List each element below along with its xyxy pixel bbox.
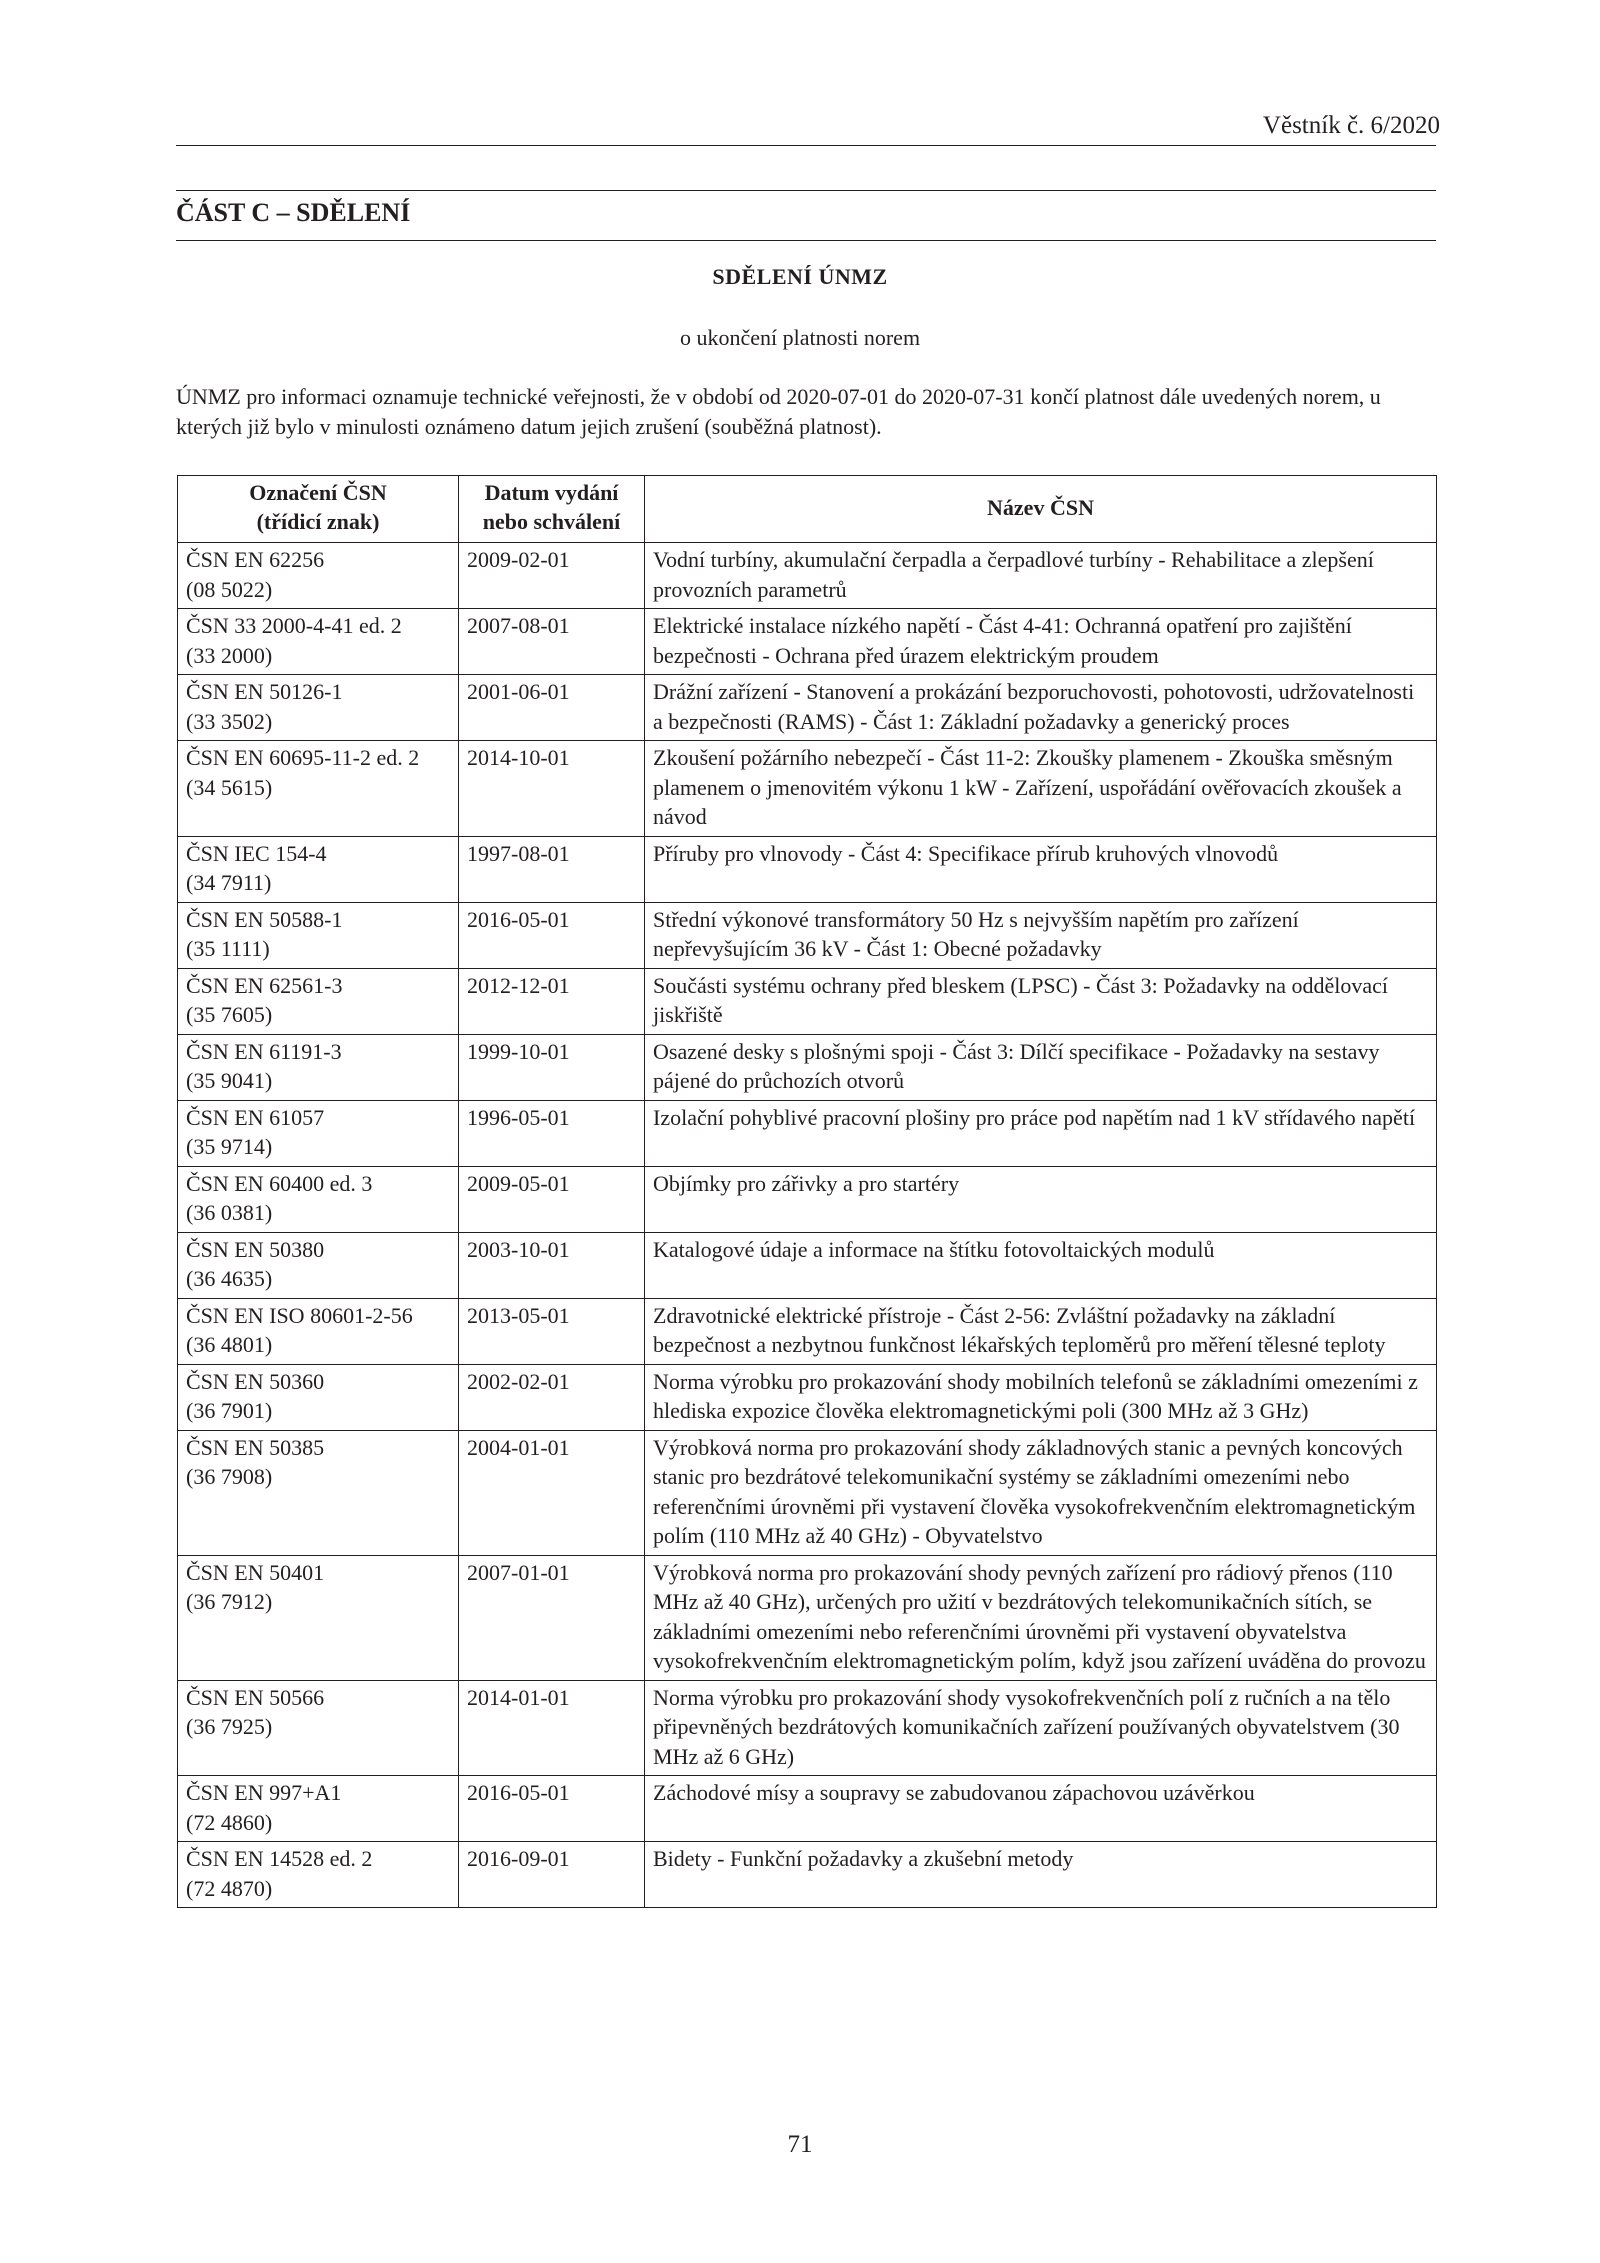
- norm-date: 2004-01-01: [459, 1430, 645, 1555]
- norm-designation: ČSN EN 50360: [186, 1368, 325, 1394]
- norm-title: Objímky pro zářivky a pro startéry: [645, 1166, 1437, 1232]
- norms-table: [177, 475, 1437, 1908]
- norm-designation: ČSN EN 61057: [186, 1104, 325, 1130]
- column-header-date: [459, 476, 645, 543]
- norm-title: Součásti systému ochrany před bleskem (LPSC) - Část 3: Požadavky na oddělovací jiskřiště: [645, 968, 1437, 1034]
- norm-date: 2013-05-01: [459, 1298, 645, 1364]
- table-row: [178, 741, 1437, 837]
- norm-date: 2007-01-01: [459, 1555, 645, 1680]
- designation-cell: [178, 675, 459, 741]
- table-row: [178, 675, 1437, 741]
- table-row: [178, 836, 1437, 902]
- norm-classification-code: (35 7605): [186, 1002, 273, 1027]
- designation-cell: [178, 1430, 459, 1555]
- norm-date: 2012-12-01: [459, 968, 645, 1034]
- norm-date: 2014-10-01: [459, 741, 645, 837]
- table-row: [178, 1100, 1437, 1166]
- norm-title: Příruby pro vlnovody - Část 4: Specifikace přírub kruhových vlnovodů: [645, 836, 1437, 902]
- designation-cell: [178, 1166, 459, 1232]
- norm-date: 2014-01-01: [459, 1680, 645, 1776]
- designation-cell: [178, 1034, 459, 1100]
- norm-classification-code: (34 7911): [186, 870, 272, 895]
- norm-classification-code: (72 4860): [186, 1809, 273, 1835]
- norm-classification-code: (36 7912): [186, 1589, 273, 1614]
- norm-designation: ČSN 33 2000-4-41 ed. 2: [186, 613, 402, 638]
- designation-cell: [178, 609, 459, 675]
- norm-designation: ČSN EN 50380: [186, 1236, 325, 1262]
- norm-title: Osazené desky s plošnými spoji - Část 3: Dílčí specifikace - Požadavky na sestavy pájené do průchozích otvorů: [645, 1034, 1437, 1100]
- table-row: [178, 902, 1437, 968]
- norm-date: 2009-05-01: [459, 1166, 645, 1232]
- column-header-designation: [178, 476, 459, 543]
- norm-date: 1999-10-01: [459, 1034, 645, 1100]
- norm-classification-code: (33 2000): [186, 642, 273, 668]
- norm-title: Záchodové mísy a soupravy se zabudovanou zápachovou uzávěrkou: [645, 1776, 1437, 1842]
- norm-title: Zkoušení požárního nebezpečí - Část 11-2: Zkoušky plamenem - Zkouška směsným plamenem o jmenovitém výkonu 1 kW - Zařízení, uspořádání ověřovacích zkoušek a návod: [645, 741, 1437, 837]
- norm-designation: ČSN IEC 154-4: [186, 840, 327, 866]
- norm-classification-code: (36 7901): [186, 1398, 273, 1423]
- norm-title: Vodní turbíny, akumulační čerpadla a čerpadlové turbíny - Rehabilitace a zlepšení provozních parametrů: [645, 543, 1437, 609]
- norm-date: 2016-05-01: [459, 1776, 645, 1842]
- norm-date: 2016-05-01: [459, 902, 645, 968]
- norm-classification-code: (08 5022): [186, 576, 273, 602]
- norm-classification-code: (72 4870): [186, 1875, 273, 1901]
- table-row: [178, 1680, 1437, 1776]
- intro-paragraph: ÚNMZ pro informaci oznamuje technické veřejnosti, že v období od 2020-07-01 do 2020-07-31 končí platnost dále uvedených norem, u kterých již bylo v minulosti oznámeno datum jejich zrušení (souběžná platnost).: [176, 384, 1381, 439]
- norm-classification-code: (35 9041): [186, 1068, 273, 1093]
- norm-designation: ČSN EN 997+A1: [186, 1780, 342, 1805]
- designation-cell: [178, 1842, 459, 1908]
- column-header-line: Název ČSN: [987, 494, 1094, 520]
- norm-designation: ČSN EN 50566: [186, 1684, 325, 1710]
- table-row: [178, 1776, 1437, 1842]
- table-row: [178, 1364, 1437, 1430]
- norm-title: Zdravotnické elektrické přístroje - Část 2-56: Zvláštní požadavky na základní bezpečnost a nezbytnou funkčnost lékařských teploměrů pro měření tělesné teploty: [645, 1298, 1437, 1364]
- table-row: [178, 1430, 1437, 1555]
- section-title: ČÁST C – SDĚLENÍ: [176, 198, 411, 227]
- designation-cell: [178, 1364, 459, 1430]
- norm-designation: ČSN EN 62256: [186, 547, 325, 572]
- norm-designation: ČSN EN 50588-1: [186, 906, 343, 932]
- designation-cell: [178, 1776, 459, 1842]
- table-header-row: [178, 476, 1437, 543]
- column-header-name: [645, 476, 1437, 543]
- norm-classification-code: (36 4635): [186, 1266, 273, 1291]
- norm-title: Elektrické instalace nízkého napětí - Část 4-41: Ochranná opatření pro zajištění bezpečnosti - Ochrana před úrazem elektrickým proudem: [645, 609, 1437, 675]
- section-rule-top: [176, 190, 1436, 191]
- table-row: [178, 1034, 1437, 1100]
- norm-title: Střední výkonové transformátory 50 Hz s nejvyšším napětím pro zařízení nepřevyšujícím 36 kV - Část 1: Obecné požadavky: [645, 902, 1437, 968]
- norm-title: Drážní zařízení - Stanovení a prokázání bezporuchovosti, pohotovosti, udržovatelnosti a bezpečnosti (RAMS) - Část 1: Základní požadavky a generický proces: [645, 675, 1437, 741]
- norm-date: 2003-10-01: [459, 1232, 645, 1298]
- page-number: 71: [787, 2131, 813, 2158]
- column-header-line: Označení ČSN: [249, 480, 387, 505]
- norm-designation: ČSN EN 62561-3: [186, 972, 343, 998]
- section-rule-bottom: [176, 240, 1436, 241]
- norm-designation: ČSN EN 50401: [186, 1559, 325, 1585]
- designation-cell: [178, 1298, 459, 1364]
- norm-title: Izolační pohyblivé pracovní plošiny pro práce pod napětím nad 1 kV střídavého napětí: [645, 1100, 1437, 1166]
- designation-cell: [178, 741, 459, 837]
- norm-classification-code: (36 4801): [186, 1332, 273, 1357]
- norm-designation: ČSN EN 50126-1: [186, 679, 343, 704]
- column-header-line: Datum vydání: [484, 480, 619, 505]
- table-body: [178, 543, 1437, 1908]
- table-row: [178, 1298, 1437, 1364]
- norm-designation: ČSN EN 14528 ed. 2: [186, 1846, 373, 1871]
- norm-title: Výrobková norma pro prokazování shody základnových stanic a pevných koncových stanic pro bezdrátové telekomunikační systémy se základními omezeními nebo referenčními úrovněmi při vystavení člověka vysokofrekvenčním elektromagnetickým polím (110 MHz až 40 GHz) - Obyvatelstvo: [645, 1430, 1437, 1555]
- header-rule: [176, 145, 1436, 146]
- notice-subtitle: o ukončení platnosti norem: [679, 325, 921, 350]
- table-row: [178, 609, 1437, 675]
- table-row: [178, 1232, 1437, 1298]
- designation-cell: [178, 1555, 459, 1680]
- norm-date: 2001-06-01: [459, 675, 645, 741]
- norm-designation: ČSN EN 60400 ed. 3: [186, 1170, 373, 1196]
- designation-cell: [178, 1100, 459, 1166]
- norm-classification-code: (33 3502): [186, 708, 273, 734]
- table-row: [178, 1166, 1437, 1232]
- designation-cell: [178, 1680, 459, 1776]
- designation-cell: [178, 543, 459, 609]
- norm-title: Výrobková norma pro prokazování shody pevných zařízení pro rádiový přenos (110 MHz až 40 GHz), určených pro užití v bezdrátových telekomunikačních sítích, se základními omezeními nebo referenčními úrovněmi při vystavení obyvatelstva vysokofrekvenčním elektromagnetickým polím, když jsou zařízení uváděna do provozu: [645, 1555, 1437, 1680]
- norm-designation: ČSN EN ISO 80601-2-56: [186, 1302, 413, 1328]
- norm-date: 2002-02-01: [459, 1364, 645, 1430]
- table-row: [178, 543, 1437, 609]
- designation-cell: [178, 836, 459, 902]
- table-row: [178, 1555, 1437, 1680]
- column-header-line: (třídicí znak): [256, 509, 380, 534]
- norm-date: 2009-02-01: [459, 543, 645, 609]
- norm-designation: ČSN EN 61191-3: [186, 1038, 342, 1064]
- norm-classification-code: (36 0381): [186, 1200, 273, 1225]
- designation-cell: [178, 1232, 459, 1298]
- norm-classification-code: (34 5615): [186, 774, 273, 800]
- running-header: Věstník č. 6/2020: [1262, 112, 1440, 139]
- designation-cell: [178, 968, 459, 1034]
- norm-classification-code: (36 7925): [186, 1714, 273, 1739]
- norm-date: 1996-05-01: [459, 1100, 645, 1166]
- table-row: [178, 968, 1437, 1034]
- table-row: [178, 1842, 1437, 1908]
- norm-designation: ČSN EN 50385: [186, 1434, 325, 1460]
- norm-date: 2007-08-01: [459, 609, 645, 675]
- norm-classification-code: (35 1111): [186, 936, 270, 961]
- norm-title: Bidety - Funkční požadavky a zkušební metody: [645, 1842, 1437, 1908]
- norm-date: 1997-08-01: [459, 836, 645, 902]
- norm-classification-code: (35 9714): [186, 1134, 273, 1159]
- column-header-line: nebo schválení: [482, 509, 621, 534]
- norm-title: Norma výrobku pro prokazování shody vysokofrekvenčních polí z ručních a na tělo připevněných bezdrátových komunikačních zařízení používaných obyvatelstvem (30 MHz až 6 GHz): [645, 1680, 1437, 1776]
- norm-title: Norma výrobku pro prokazování shody mobilních telefonů se základními omezeními z hlediska expozice člověka elektromagnetickými poli (300 MHz až 3 GHz): [645, 1364, 1437, 1430]
- norm-date: 2016-09-01: [459, 1842, 645, 1908]
- norm-classification-code: (36 7908): [186, 1464, 273, 1489]
- norm-designation: ČSN EN 60695-11-2 ed. 2: [186, 745, 420, 770]
- notice-title: SDĚLENÍ ÚNMZ: [712, 264, 888, 289]
- designation-cell: [178, 902, 459, 968]
- norm-title: Katalogové údaje a informace na štítku fotovoltaických modulů: [645, 1232, 1437, 1298]
